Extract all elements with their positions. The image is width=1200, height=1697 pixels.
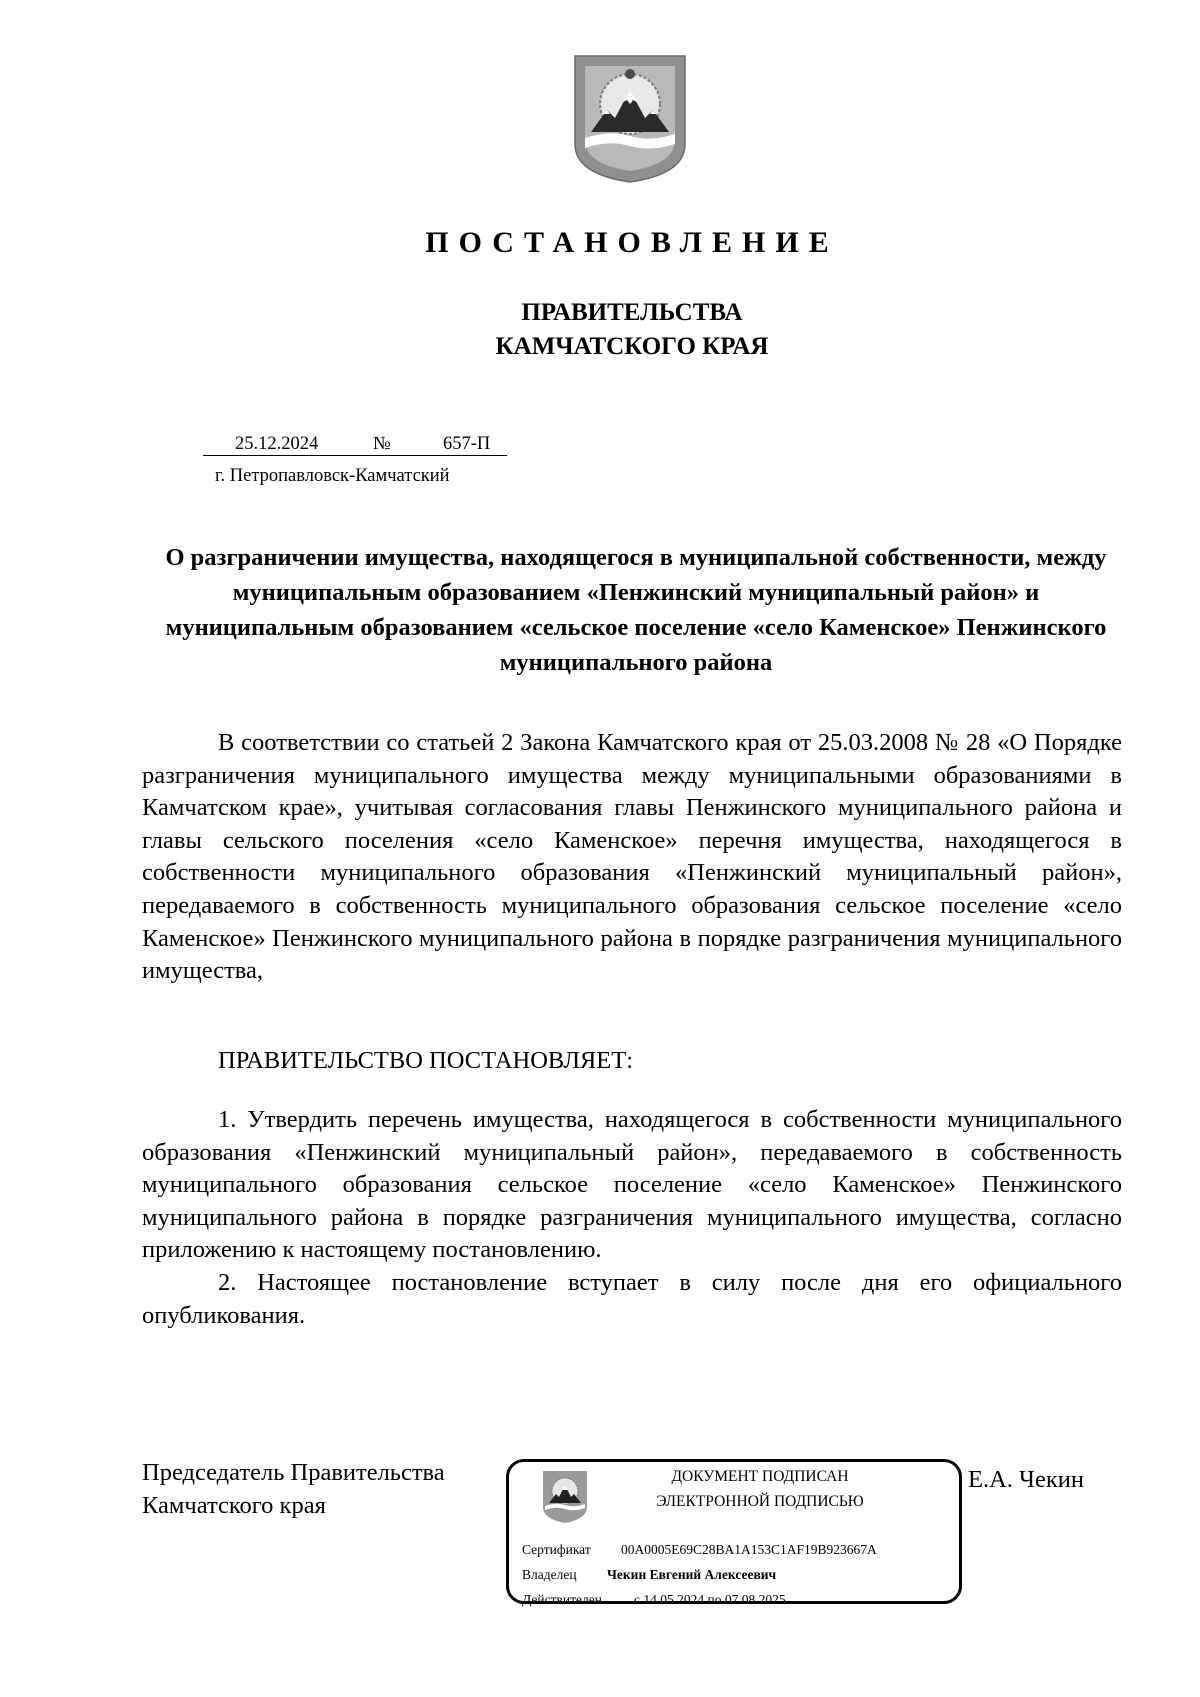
decree-item-2: 2. Настоящее постановление вступает в силу после дня его официального опубликования. — [142, 1268, 1122, 1329]
preamble — [142, 727, 1122, 988]
stamp-owner-row — [522, 1567, 776, 1583]
stamp-title-line-2: ЭЛЕКТРОННОЙ ПОДПИСЬЮ — [656, 1493, 864, 1510]
document-subject: О разграничении имущества, находящегося в муниципальной собственности, между муниципальным образованием «Пенжинский муниципальный район» и муниципальным образованием «сельское поселение «село Каменское» Пенжинского муниципального района — [165, 544, 1107, 676]
document-city: г. Петропавловск-Камчатский — [215, 466, 450, 486]
decree-item-1: 1. Утвердить перечень имущества, находящегося в собственности муниципального образования «Пенжинский муниципальный район», передаваемого в собственность муниципального образования сельское поселение «село Каменское» Пенжинского муниципального района в порядке разграничения муниципального имущества, согласно приложению к настоящему постановлению. — [142, 1106, 1122, 1264]
document-number: 657-П — [407, 434, 507, 456]
stamp-title-line-1: ДОКУМЕНТ ПОДПИСАН — [671, 1468, 849, 1485]
issuer-line-1: ПРАВИТЕЛЬСТВА — [521, 299, 743, 326]
signatory-position-line-2: Камчатского края — [142, 1491, 326, 1519]
owner-label: Владелец — [522, 1567, 577, 1582]
certificate-label: Сертификат — [522, 1542, 591, 1557]
validity-value: с 14.05.2024 по 07.08.2025 — [634, 1592, 786, 1607]
stamp-validity-row — [522, 1592, 786, 1608]
validity-label: Действителен — [522, 1592, 602, 1607]
certificate-value: 00A0005E69C28BA1A153C1AF19B923667A — [621, 1542, 877, 1557]
number-sign: № — [373, 434, 407, 456]
owner-value: Чекин Евгений Алексеевич — [607, 1567, 777, 1582]
stamp-certificate-row — [522, 1542, 877, 1558]
document-type-title: ПОСТАНОВЛЕНИЕ — [425, 226, 839, 259]
signatory-position-line-1: Председатель Правительства — [142, 1459, 445, 1486]
decree-items — [142, 1104, 1122, 1332]
issuer-line-2: КАМЧАТСКОГО КРАЯ — [495, 333, 769, 360]
signatory-position — [142, 1457, 445, 1522]
preamble-paragraph: В соответствии со статьей 2 Закона Камчатского края от 25.03.2008 № 28 «О Порядке разграничения муниципального имущества между муниципальными образованиями в Камчатском крае», учитывая согласования главы Пенжинского муниципального района и главы сельского поселения «село Каменское» перечня имущества, находящегося в собственности муниципального образования «Пенжинский муниципальный район», передаваемого в собственность муниципального образования сельское поселение «село Каменское» Пенжинского муниципального района в порядке разграничения муниципального имущества, — [142, 729, 1122, 985]
stamp-emblem-icon — [541, 1469, 589, 1525]
date-number-line — [203, 434, 507, 456]
signatory-name: Е.А. Чекин — [968, 1466, 1084, 1493]
document-date: 25.12.2024 — [203, 434, 373, 456]
decree-heading: ПРАВИТЕЛЬСТВО ПОСТАНОВЛЯЕТ: — [218, 1047, 634, 1074]
coat-of-arms-emblem — [571, 52, 689, 184]
